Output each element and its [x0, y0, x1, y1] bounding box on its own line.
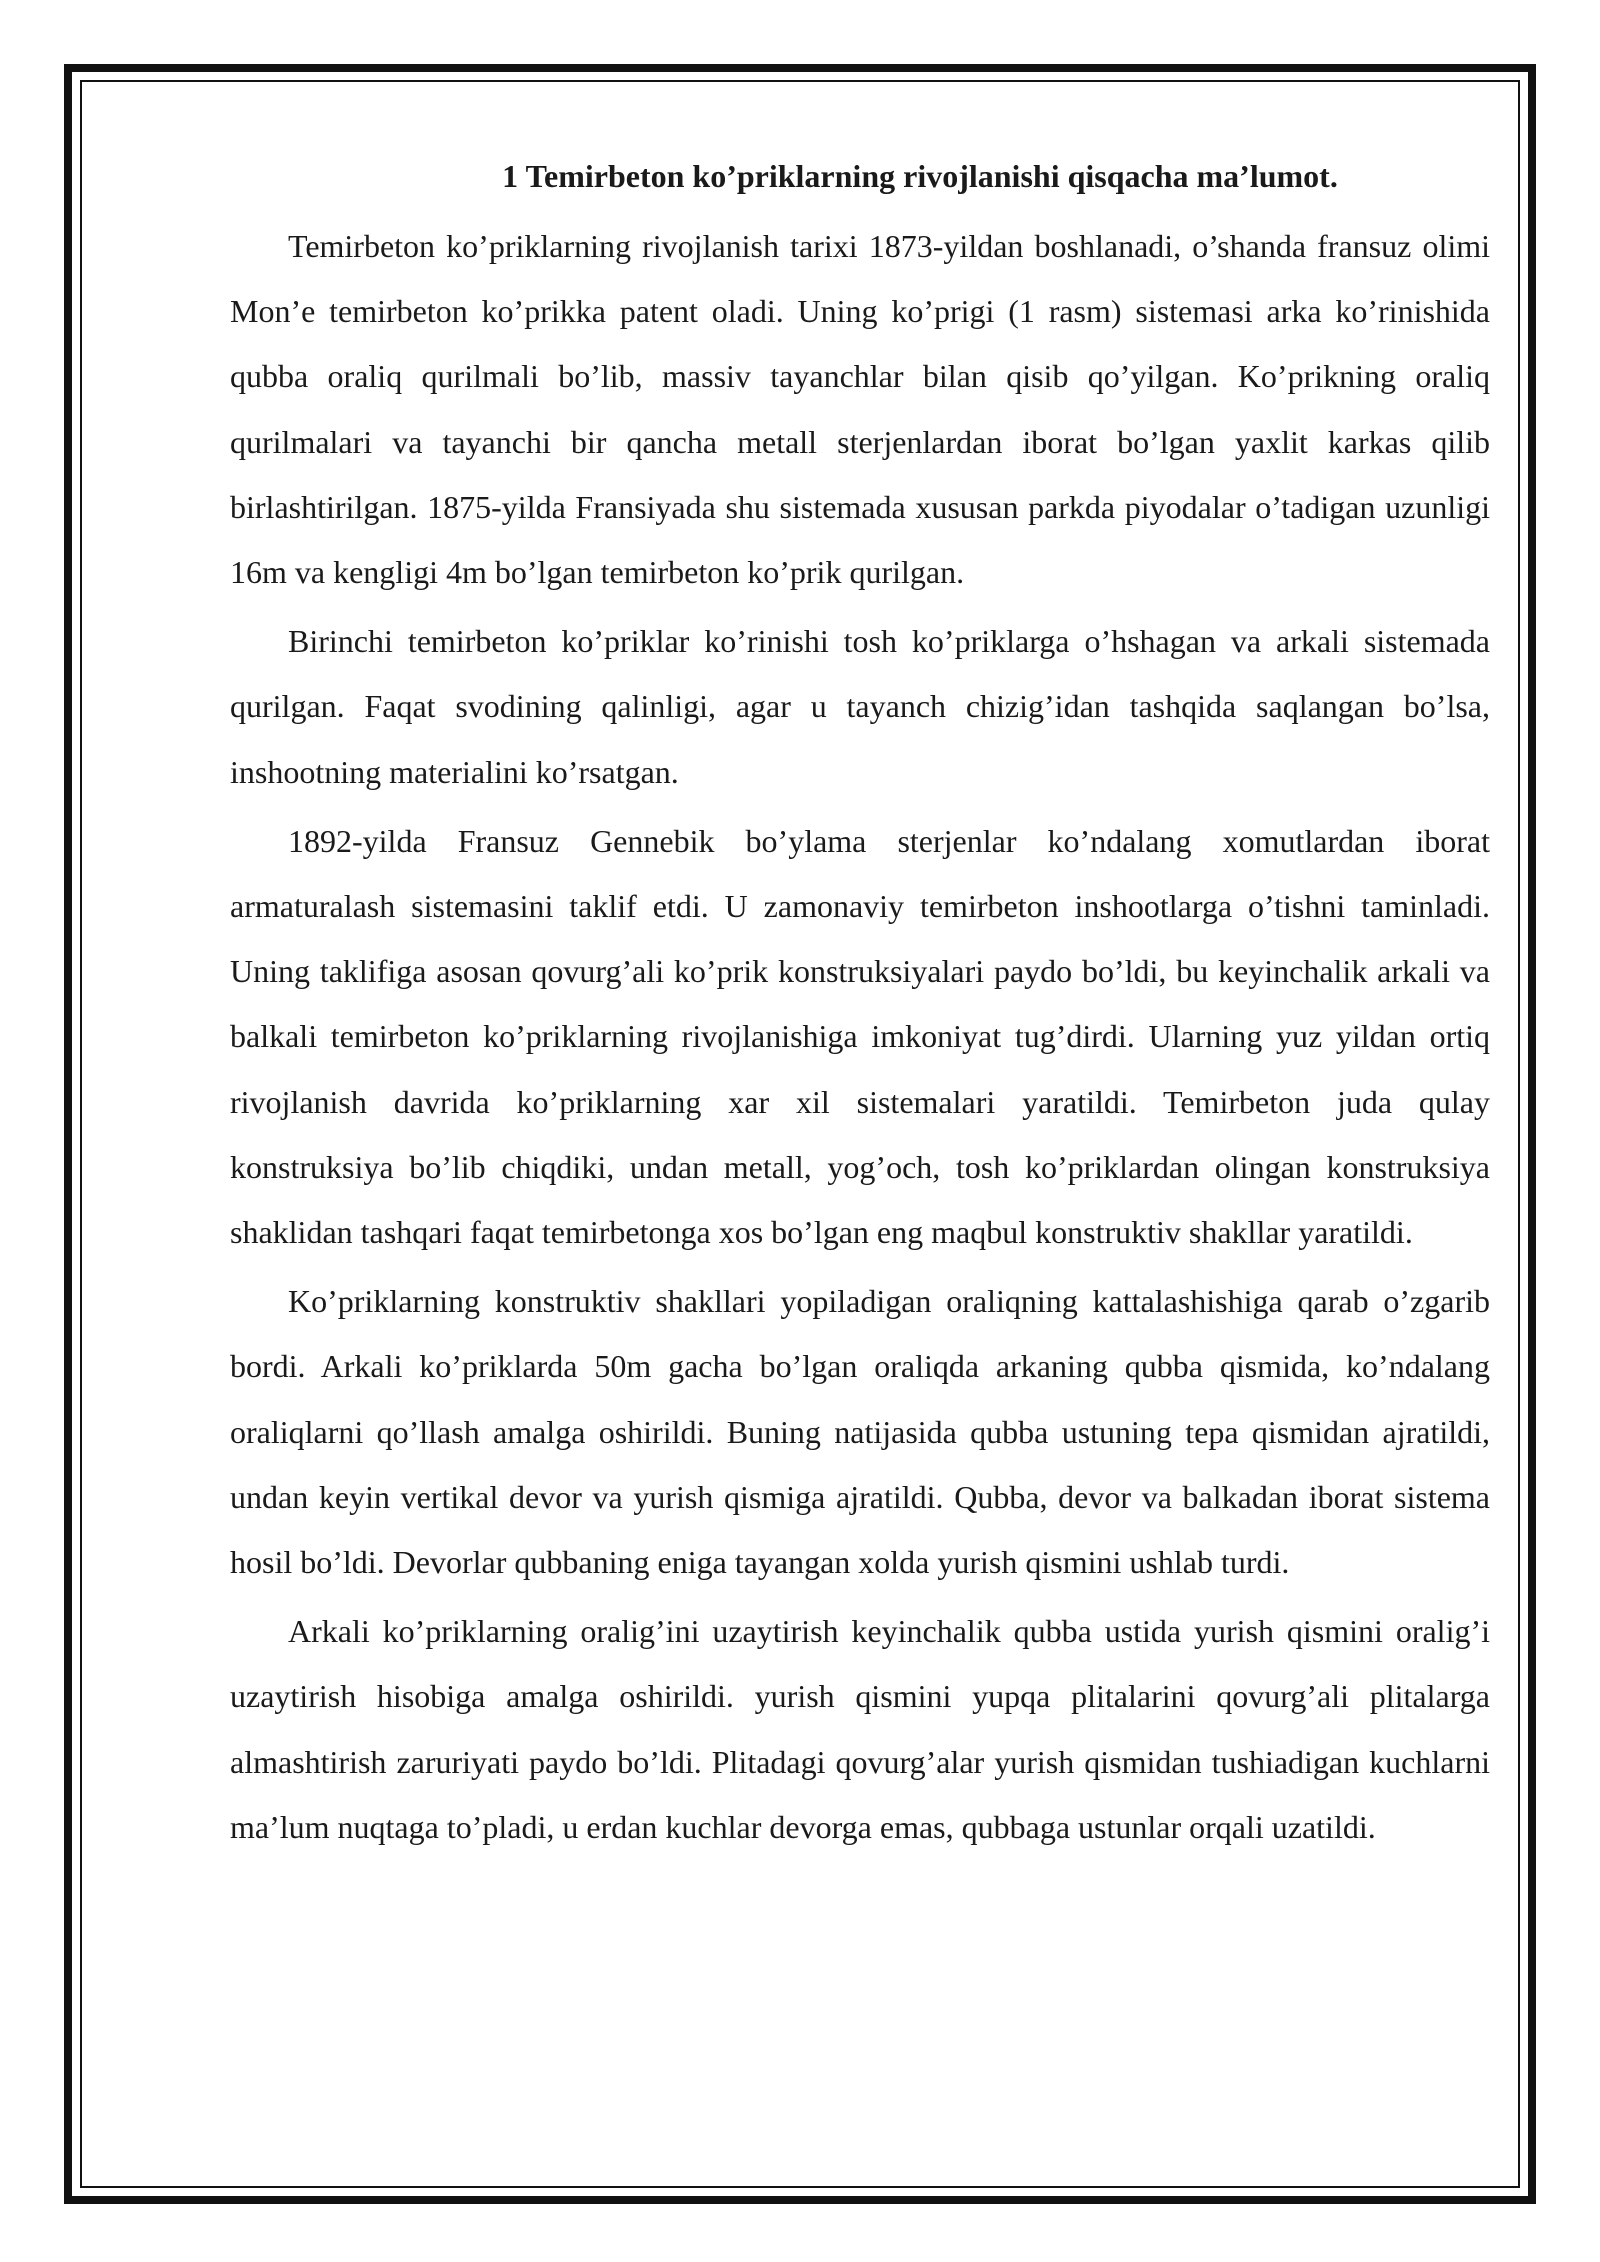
- paragraph-3: 1892-yilda Fransuz Gennebik bo’ylama sterjenlar ko’ndalang xomutlardan iborat armaturalash sistemasini taklif etdi. U zamonaviy temirbeton inshootlarga o’tishni taminladi. Uning taklifiga asosan qovurg’ali ko’prik konstruksiyalari paydo bo’ldi, bu keyinchalik arkali va balkali temirbeton ko’priklarning rivojlanishiga imkoniyat tug’dirdi. Ularning yuz yildan ortiq rivojlanish davrida ko’priklarning xar xil sistemalari yaratildi. Temirbeton juda qulay konstruksiya bo’lib chiqdiki, undan metall, yog’och, tosh ko’priklardan olingan konstruksiya shaklidan tashqari faqat temirbetonga xos bo’lgan eng maqbul konstruktiv shakllar yaratildi.: [230, 822, 1490, 1251]
- paragraph-1: Temirbeton ko’priklarning rivojlanish tarixi 1873-yildan boshlanadi, o’shanda fransuz olimi Mon’e temirbeton ko’prikka patent oladi. Uning ko’prigi (1 rasm) sistemasi arka ko’rinishida qubba oraliq qurilmali bo’lib, massiv tayanchlar bilan qisib qo’yilgan. Ko’prikning oraliq qurilmalari va tayanchi bir qancha metall sterjenlardan iborat bo’lgan yaxlit karkas qilib birlashtirilgan. 1875-yilda Fransiyada shu sistemada xususan parkda piyodalar o’tadigan uzunligi 16m va kengligi 4m bo’lgan temirbeton ko’prik qurilgan.: [230, 228, 1490, 591]
- paragraph-4: Ko’priklarning konstruktiv shakllari yopiladigan oraliqning kattalashishiga qarab o’zgarib bordi. Arkali ko’priklarda 50m gacha bo’lgan oraliqda arkaning qubba qismida, ko’ndalang oraliqlarni qo’llash amalga oshirildi. Buning natijasida qubba ustuning tepa qismidan ajratildi, undan keyin vertikal devor va yurish qismiga ajratildi. Qubba, devor va balkadan iborat sistema hosil bo’ldi. Devorlar qubbaning eniga tayangan xolda yurish qismini ushlab turdi.: [230, 1283, 1490, 1581]
- paragraph-5: Arkali ko’priklarning oralig’ini uzaytirish keyinchalik qubba ustida yurish qismini oralig’i uzaytirish hisobiga amalga oshirildi. yurish qismini yupqa plitalarini qovurg’ali plitalarga almashtirish zaruriyati paydo bo’ldi. Plitadagi qovurg’alar yurish qismidan tushiadigan kuchlarni ma’lum nuqtaga to’pladi, u erdan kuchlar devorga emas, qubbaga ustunlar orqali uzatildi.: [230, 1613, 1490, 1845]
- document-body: [230, 150, 1490, 2110]
- section-heading: 1 Temirbeton ko’priklarning rivojlanishi qisqacha ma’lumot.: [502, 158, 1338, 194]
- paragraph-2: Birinchi temirbeton ko’priklar ko’rinishi tosh ko’priklarga o’hshagan va arkali sistemada qurilgan. Faqat svodining qalinligi, agar u tayanch chizig’idan tashqida saqlangan bo’lsa, inshootning materialini ko’rsatgan.: [230, 623, 1490, 790]
